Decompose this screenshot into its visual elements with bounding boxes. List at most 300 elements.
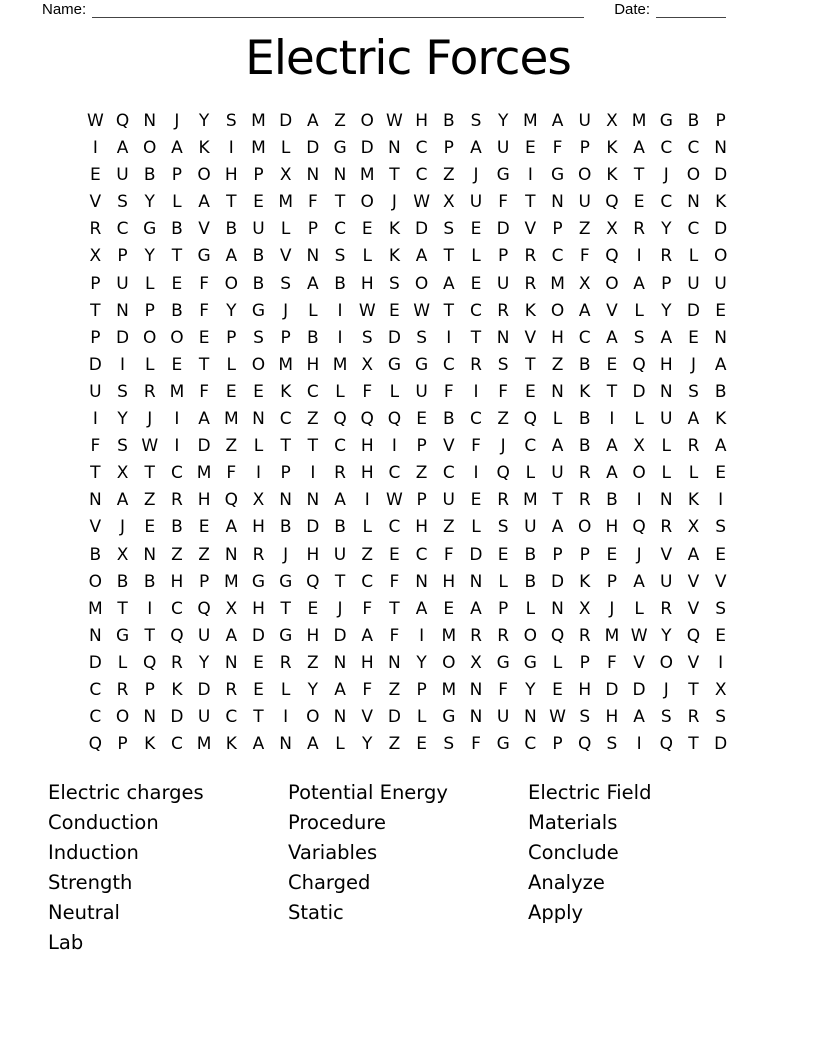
- grid-letter: T: [253, 707, 264, 728]
- grid-letter: I: [255, 463, 261, 484]
- grid-letter: I: [419, 625, 425, 646]
- grid-letter: M: [441, 625, 457, 646]
- word-bank-word: Lab: [48, 931, 84, 955]
- grid-letter: D: [197, 679, 211, 700]
- grid-letter: F: [607, 652, 617, 673]
- grid-letter: H: [306, 544, 320, 565]
- grid-letter: B: [252, 273, 265, 294]
- grid-letter: T: [171, 246, 183, 267]
- grid-letter: O: [686, 165, 701, 186]
- grid-letter: B: [171, 517, 183, 538]
- grid-letter: N: [224, 652, 238, 673]
- grid-letter: I: [391, 436, 397, 457]
- grid-letter: N: [143, 111, 157, 131]
- grid-letter: P: [579, 138, 590, 159]
- grid-letter: F: [362, 598, 373, 619]
- grid-letter: A: [714, 354, 727, 375]
- grid-letter: K: [225, 734, 237, 755]
- grid-letter: W: [386, 111, 403, 131]
- grid-letter: M: [278, 192, 293, 213]
- grid-letter: A: [225, 246, 238, 267]
- grid-row: [82, 623, 735, 650]
- grid-letter: Q: [496, 463, 510, 484]
- grid-letter: T: [389, 598, 400, 619]
- grid-letter: B: [89, 544, 102, 565]
- grid-letter: I: [446, 327, 452, 348]
- grid-letter: I: [92, 409, 98, 430]
- grid-letter: U: [469, 192, 483, 213]
- grid-letter: H: [415, 111, 428, 131]
- grid-letter: V: [687, 571, 700, 592]
- grid-letter: Q: [360, 409, 374, 430]
- grid-letter: J: [337, 598, 343, 619]
- grid-letter: S: [606, 734, 618, 755]
- grid-letter: O: [115, 707, 130, 728]
- grid-letter: P: [715, 111, 726, 131]
- grid-letter: S: [117, 436, 128, 457]
- grid-letter: B: [171, 300, 183, 321]
- grid-letter: W: [413, 192, 430, 213]
- grid-letter: G: [659, 111, 673, 131]
- grid-letter: E: [171, 273, 183, 294]
- word-bank-word: Conduction: [48, 811, 159, 835]
- grid-letter: D: [686, 300, 701, 321]
- grid-letter: B: [524, 544, 537, 565]
- grid-letter: R: [116, 679, 129, 700]
- grid-letter: S: [715, 517, 727, 538]
- grid-letter: P: [144, 679, 155, 700]
- grid-letter: Z: [171, 544, 183, 565]
- grid-letter: T: [389, 165, 400, 186]
- grid-letter: T: [144, 463, 155, 484]
- grid-letter: A: [633, 707, 645, 728]
- grid-letter: K: [687, 490, 700, 511]
- grid-letter: S: [389, 273, 400, 294]
- grid-letter: N: [469, 707, 483, 728]
- grid-letter: P: [144, 300, 155, 321]
- grid-letter: V: [524, 219, 537, 240]
- grid-letter: N: [659, 381, 673, 402]
- grid-letter: T: [117, 598, 128, 619]
- grid-letter: M: [278, 354, 293, 375]
- grid-letter: Z: [225, 436, 238, 457]
- grid-letter: U: [687, 273, 700, 294]
- grid-letter: R: [334, 463, 346, 484]
- grid-letter: R: [225, 679, 238, 700]
- grid-letter: A: [633, 138, 645, 159]
- grid-letter: F: [443, 544, 454, 565]
- grid-letter: N: [388, 652, 401, 673]
- grid-letter: S: [361, 327, 373, 348]
- grid-letter: E: [443, 598, 455, 619]
- grid-letter: O: [442, 652, 456, 673]
- grid-letter: A: [334, 679, 346, 700]
- grid-letter: L: [552, 652, 563, 673]
- grid-letter: J: [283, 300, 289, 321]
- grid-letter: H: [605, 517, 619, 538]
- grid-letter: F: [362, 381, 373, 402]
- grid-letter: C: [442, 463, 455, 484]
- grid-letter: H: [578, 679, 592, 700]
- grid-letter: H: [252, 517, 265, 538]
- grid-letter: E: [389, 300, 400, 321]
- grid-letter: D: [632, 381, 646, 402]
- grid-letter: D: [714, 734, 728, 755]
- word-bank-word: Conclude: [528, 841, 619, 865]
- grid-letter: G: [251, 571, 266, 592]
- grid-letter: F: [90, 436, 101, 457]
- grid-letter: I: [337, 300, 343, 321]
- grid-letter: M: [523, 111, 538, 131]
- grid-letter: E: [497, 544, 509, 565]
- grid-letter: C: [89, 679, 102, 700]
- grid-letter: E: [198, 517, 210, 538]
- grid-letter: U: [197, 625, 211, 646]
- grid-letter: D: [115, 327, 130, 348]
- grid-letter: E: [389, 544, 400, 565]
- grid-letter: V: [442, 436, 455, 457]
- grid-letter: Q: [632, 517, 646, 538]
- grid-letter: I: [120, 354, 126, 375]
- grid-letter: N: [388, 138, 401, 159]
- grid-letter: D: [469, 544, 483, 565]
- grid-letter: Z: [551, 354, 564, 375]
- grid-letter: S: [660, 707, 672, 728]
- grid-letter: R: [687, 707, 700, 728]
- grid-letter: U: [116, 165, 129, 186]
- grid-letter: N: [714, 327, 728, 348]
- grid-letter: K: [524, 300, 536, 321]
- grid-letter: C: [524, 734, 537, 755]
- grid-letter: Q: [306, 571, 320, 592]
- grid-letter: R: [578, 490, 591, 511]
- grid-letter: E: [144, 517, 156, 538]
- grid-row: [82, 514, 735, 541]
- grid-letter: K: [388, 246, 400, 267]
- grid-letter: Y: [497, 111, 509, 131]
- grid-letter: B: [334, 273, 346, 294]
- grid-letter: A: [225, 625, 238, 646]
- grid-letter: A: [415, 598, 428, 619]
- grid-letter: R: [279, 652, 292, 673]
- grid-letter: Y: [144, 246, 155, 267]
- grid-letter: C: [89, 707, 102, 728]
- grid-letter: E: [253, 679, 264, 700]
- grid-letter: O: [605, 273, 619, 294]
- grid-letter: S: [470, 111, 482, 131]
- grid-letter: E: [416, 734, 427, 755]
- grid-letter: D: [605, 679, 619, 700]
- grid-letter: W: [86, 111, 104, 131]
- grid-letter: A: [171, 138, 183, 159]
- grid-letter: R: [660, 598, 673, 619]
- grid-letter: H: [415, 517, 428, 538]
- grid-row: [82, 108, 735, 135]
- grid-letter: B: [225, 219, 238, 240]
- grid-letter: Z: [307, 652, 319, 673]
- grid-letter: L: [335, 381, 345, 402]
- grid-letter: P: [579, 652, 590, 673]
- grid-letter: T: [552, 490, 563, 511]
- grid-row: [82, 135, 735, 162]
- grid-letter: Z: [442, 517, 455, 538]
- grid-letter: U: [415, 381, 428, 402]
- grid-row: [82, 569, 735, 596]
- grid-letter: M: [604, 625, 620, 646]
- grid-row: [82, 596, 735, 623]
- grid-letter: L: [144, 354, 155, 375]
- grid-letter: E: [470, 490, 482, 511]
- grid-letter: T: [90, 300, 101, 321]
- grid-letter: E: [198, 327, 210, 348]
- grid-letter: G: [550, 165, 565, 186]
- grid-row: [82, 650, 735, 677]
- grid-letter: A: [198, 192, 210, 213]
- grid-letter: A: [415, 246, 428, 267]
- grid-letter: Z: [198, 544, 210, 565]
- grid-letter: L: [688, 246, 699, 267]
- grid-letter: L: [280, 679, 291, 700]
- grid-letter: B: [442, 409, 455, 430]
- grid-letter: L: [498, 571, 508, 592]
- grid-letter: C: [687, 138, 700, 159]
- grid-letter: Q: [115, 111, 130, 131]
- grid-letter: B: [578, 409, 591, 430]
- grid-letter: I: [283, 707, 289, 728]
- grid-letter: O: [170, 327, 184, 348]
- grid-letter: B: [687, 111, 700, 131]
- grid-letter: B: [442, 111, 455, 131]
- word-bank-column: [288, 778, 528, 958]
- grid-letter: D: [306, 517, 320, 538]
- grid-letter: N: [659, 490, 673, 511]
- grid-letter: H: [197, 490, 211, 511]
- grid-letter: L: [634, 409, 644, 430]
- grid-letter: P: [90, 273, 101, 294]
- grid-letter: N: [224, 544, 238, 565]
- grid-letter: P: [498, 598, 509, 619]
- grid-letter: A: [578, 300, 591, 321]
- grid-letter: G: [279, 571, 293, 592]
- grid-letter: P: [198, 571, 210, 592]
- grid-letter: M: [169, 381, 185, 402]
- name-label: Name:: [42, 1, 87, 18]
- grid-letter: N: [279, 490, 293, 511]
- grid-letter: I: [473, 381, 479, 402]
- grid-letter: F: [471, 734, 481, 755]
- grid-letter: P: [117, 734, 128, 755]
- grid-letter: J: [174, 111, 180, 131]
- grid-letter: W: [413, 300, 430, 321]
- grid-letter: C: [170, 734, 183, 755]
- grid-letter: M: [251, 111, 266, 131]
- grid-letter: P: [579, 544, 590, 565]
- grid-letter: H: [306, 354, 320, 375]
- grid-letter: C: [170, 463, 183, 484]
- grid-letter: D: [415, 219, 429, 240]
- grid-letter: X: [361, 354, 374, 375]
- grid-letter: F: [389, 625, 400, 646]
- grid-letter: K: [144, 734, 156, 755]
- grid-letter: C: [524, 436, 537, 457]
- grid-letter: A: [470, 138, 482, 159]
- grid-row: [82, 162, 735, 189]
- grid-letter: C: [660, 138, 673, 159]
- grid-letter: L: [389, 381, 400, 402]
- grid-letter: H: [360, 436, 374, 457]
- grid-letter: W: [549, 707, 566, 728]
- grid-letter: B: [116, 571, 129, 592]
- grid-letter: A: [606, 327, 618, 348]
- grid-letter: G: [115, 625, 130, 646]
- grid-letter: Q: [224, 490, 238, 511]
- grid-letter: L: [661, 436, 672, 457]
- grid-letter: V: [714, 571, 727, 592]
- grid-letter: A: [606, 436, 618, 457]
- grid-letter: P: [90, 327, 101, 348]
- grid-letter: B: [307, 327, 319, 348]
- grid-letter: L: [688, 463, 699, 484]
- grid-letter: O: [224, 273, 238, 294]
- grid-letter: X: [470, 652, 482, 673]
- grid-letter: L: [471, 517, 481, 538]
- grid-letter: L: [634, 300, 644, 321]
- grid-letter: A: [307, 273, 319, 294]
- grid-letter: E: [470, 273, 482, 294]
- grid-letter: P: [498, 246, 509, 267]
- grid-letter: C: [470, 300, 482, 321]
- grid-letter: J: [690, 354, 696, 375]
- grid-letter: H: [170, 571, 184, 592]
- grid-letter: N: [306, 490, 320, 511]
- grid-letter: E: [253, 652, 264, 673]
- grid-letter: Y: [362, 734, 373, 755]
- grid-letter: B: [279, 517, 292, 538]
- grid-letter: L: [634, 598, 644, 619]
- grid-letter: E: [253, 381, 264, 402]
- grid-letter: A: [633, 273, 645, 294]
- grid-letter: Q: [659, 734, 673, 755]
- grid-letter: L: [172, 192, 182, 213]
- grid-letter: S: [117, 192, 128, 213]
- grid-letter: P: [661, 273, 672, 294]
- grid-letter: N: [116, 300, 129, 321]
- grid-letter: N: [551, 381, 564, 402]
- grid-letter: O: [578, 517, 592, 538]
- grid-letter: S: [715, 598, 727, 619]
- grid-letter: D: [88, 652, 102, 673]
- grid-letter: U: [551, 463, 564, 484]
- word-search-grid: [82, 108, 735, 758]
- grid-letter: O: [360, 111, 374, 131]
- grid-letter: R: [143, 381, 156, 402]
- grid-letter: Q: [605, 192, 619, 213]
- grid-letter: R: [578, 463, 591, 484]
- word-bank-word: Potential Energy: [288, 781, 448, 805]
- grid-letter: P: [416, 436, 427, 457]
- grid-letter: P: [117, 246, 128, 267]
- grid-letter: F: [443, 381, 454, 402]
- grid-letter: U: [524, 517, 537, 538]
- grid-letter: T: [525, 192, 536, 213]
- grid-letter: T: [688, 734, 699, 755]
- grid-letter: Y: [661, 625, 672, 646]
- grid-letter: P: [416, 490, 427, 511]
- grid-letter: T: [198, 354, 210, 375]
- grid-letter: H: [659, 354, 673, 375]
- grid-letter: Y: [117, 409, 128, 430]
- grid-letter: M: [441, 679, 457, 700]
- grid-letter: R: [524, 273, 537, 294]
- grid-letter: U: [714, 273, 727, 294]
- grid-letter: M: [196, 734, 212, 755]
- grid-letter: C: [334, 219, 346, 240]
- grid-letter: A: [551, 436, 564, 457]
- grid-letter: T: [606, 381, 618, 402]
- grid-letter: E: [416, 409, 427, 430]
- grid-letter: V: [279, 246, 292, 267]
- grid-letter: U: [252, 219, 265, 240]
- grid-letter: B: [334, 517, 346, 538]
- grid-letter: L: [416, 707, 427, 728]
- grid-letter: J: [391, 192, 397, 213]
- grid-letter: L: [117, 652, 128, 673]
- grid-letter: C: [442, 354, 455, 375]
- grid-letter: S: [280, 273, 292, 294]
- grid-letter: N: [333, 707, 347, 728]
- grid-letter: B: [606, 490, 618, 511]
- grid-letter: G: [143, 219, 157, 240]
- grid-letter: M: [550, 273, 565, 294]
- grid-letter: H: [306, 625, 320, 646]
- grid-letter: X: [687, 517, 700, 538]
- grid-letter: D: [360, 138, 374, 159]
- grid-letter: I: [718, 652, 724, 673]
- grid-letter: N: [279, 734, 293, 755]
- grid-letter: J: [663, 165, 669, 186]
- grid-letter: D: [550, 571, 565, 592]
- word-bank-word: Induction: [48, 841, 139, 865]
- grid-letter: A: [307, 111, 319, 131]
- grid-letter: Y: [226, 300, 237, 321]
- grid-letter: K: [579, 571, 591, 592]
- grid-letter: H: [252, 598, 265, 619]
- grid-letter: M: [631, 111, 647, 131]
- grid-letter: N: [143, 707, 157, 728]
- grid-letter: S: [579, 707, 591, 728]
- grid-letter: X: [714, 679, 727, 700]
- grid-letter: O: [360, 192, 374, 213]
- word-bank-column: [528, 778, 768, 958]
- grid-letter: V: [687, 598, 700, 619]
- grid-letter: T: [443, 246, 454, 267]
- grid-letter: N: [333, 652, 347, 673]
- grid-letter: U: [333, 544, 347, 565]
- grid-letter: N: [306, 246, 320, 267]
- grid-letter: T: [226, 192, 237, 213]
- grid-letter: K: [171, 679, 183, 700]
- grid-letter: N: [469, 679, 483, 700]
- grid-letter: D: [387, 327, 401, 348]
- grid-letter: M: [523, 490, 538, 511]
- grid-row: [82, 433, 735, 460]
- grid-letter: O: [197, 165, 211, 186]
- grid-letter: I: [174, 409, 180, 430]
- grid-letter: Q: [578, 734, 592, 755]
- grid-letter: H: [360, 652, 374, 673]
- grid-letter: M: [332, 354, 348, 375]
- grid-letter: G: [197, 246, 211, 267]
